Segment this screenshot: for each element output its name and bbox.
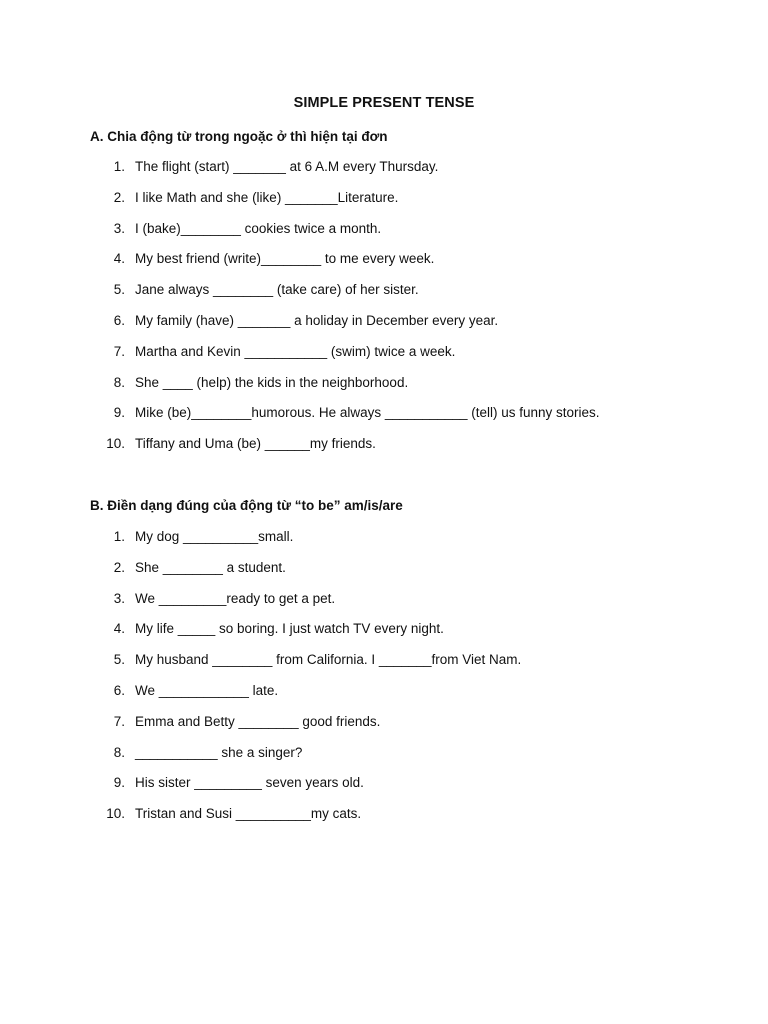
item-text: My husband ________ from California. I _______from Viet Nam.: [135, 652, 522, 668]
exercise-item: [0, 745, 768, 776]
item-text: His sister _________ seven years old.: [135, 775, 364, 791]
item-number: 4.: [113, 621, 125, 637]
item-number: 9.: [113, 775, 125, 791]
item-number: 5.: [113, 282, 125, 298]
exercise-item: [0, 159, 768, 190]
item-number: 6.: [113, 682, 125, 698]
item-number: 4.: [113, 251, 125, 267]
item-number: 10.: [106, 436, 125, 452]
section-b-list: [0, 529, 768, 837]
section-a-list: [0, 159, 768, 467]
item-text: My life _____ so boring. I just watch TV every night.: [135, 621, 444, 637]
exercise-item: [0, 621, 768, 652]
exercise-item: [0, 436, 768, 467]
item-number: 1.: [113, 529, 125, 544]
section-a-heading: A. Chia động từ trong ngoặc ở thì hiện tại đơn: [90, 129, 388, 144]
exercise-item: [0, 282, 768, 313]
item-number: 7.: [113, 713, 125, 729]
exercise-item: [0, 775, 768, 806]
exercise-item: [0, 591, 768, 622]
exercise-item: [0, 344, 768, 375]
item-text: The flight (start) _______ at 6 A.M every Thursday.: [135, 159, 439, 174]
exercise-item: [0, 251, 768, 282]
item-text: My family (have) _______ a holiday in December every year.: [135, 312, 499, 328]
item-number: 8.: [113, 744, 125, 760]
exercise-item: [0, 683, 768, 714]
exercise-item: [0, 652, 768, 683]
item-number: 8.: [113, 374, 125, 390]
section-b-heading: B. Điền dạng đúng của động từ “to be” am/is/are: [90, 498, 403, 513]
item-text: She ____ (help) the kids in the neighborhood.: [135, 374, 409, 390]
item-text: Martha and Kevin ___________ (swim) twice a week.: [135, 343, 456, 359]
exercise-item: [0, 560, 768, 591]
page-title: SIMPLE PRESENT TENSE: [293, 95, 475, 111]
item-text: Tiffany and Uma (be) ______my friends.: [135, 436, 376, 452]
item-text: She ________ a student.: [135, 559, 286, 575]
item-text: I (bake)________ cookies twice a month.: [135, 220, 382, 236]
exercise-item: [0, 313, 768, 344]
item-text: We ____________ late.: [135, 682, 279, 698]
item-text: My best friend (write)________ to me every week.: [135, 251, 435, 267]
item-number: 3.: [113, 220, 125, 236]
exercise-item: [0, 190, 768, 221]
item-text: Mike (be)________humorous. He always ___________ (tell) us funny stories.: [135, 405, 600, 421]
item-number: 3.: [113, 590, 125, 606]
item-text: Jane always ________ (take care) of her sister.: [135, 282, 419, 298]
item-number: 6.: [113, 312, 125, 328]
exercise-item: [0, 221, 768, 252]
item-number: 5.: [113, 652, 125, 668]
item-text: I like Math and she (like) _______Literature.: [135, 189, 399, 205]
exercise-item: [0, 529, 768, 560]
exercise-item: [0, 405, 768, 436]
item-number: 10.: [106, 806, 125, 822]
item-number: 9.: [113, 405, 125, 421]
item-number: 2.: [113, 189, 125, 205]
item-text: ___________ she a singer?: [135, 744, 303, 760]
item-number: 7.: [113, 343, 125, 359]
item-text: My dog __________small.: [135, 529, 294, 544]
item-number: 1.: [113, 159, 125, 174]
item-text: Tristan and Susi __________my cats.: [135, 806, 362, 822]
exercise-item: [0, 375, 768, 406]
exercise-item: [0, 806, 768, 837]
item-text: We _________ready to get a pet.: [135, 590, 336, 606]
exercise-item: [0, 714, 768, 745]
item-number: 2.: [113, 559, 125, 575]
item-text: Emma and Betty ________ good friends.: [135, 713, 381, 729]
